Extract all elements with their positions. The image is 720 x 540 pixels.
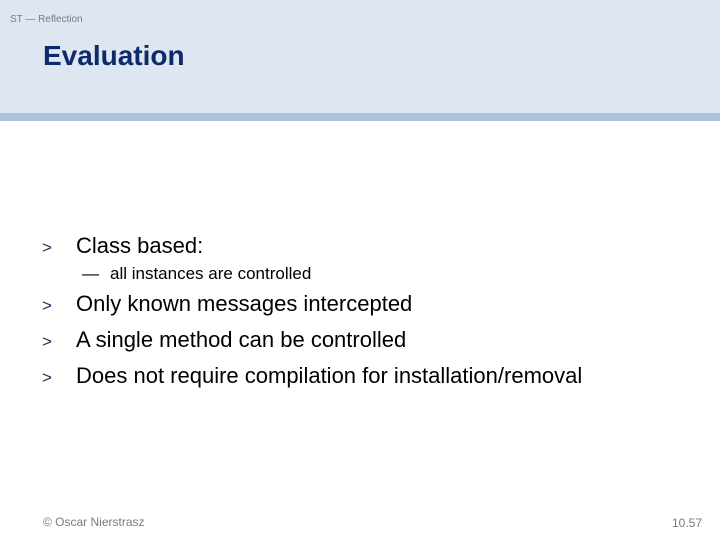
bullet-marker: >: [42, 296, 52, 315]
sub-bullet-marker: —: [82, 264, 99, 283]
bullet-marker: >: [42, 368, 52, 387]
bullet-item: [42, 323, 582, 359]
bullet-list: [42, 229, 582, 395]
bullet-text: Does not require compilation for installation/removal: [76, 363, 583, 388]
page-number: 10.57: [671, 516, 702, 530]
bullet-item: [42, 287, 582, 323]
bullet-item: [42, 229, 582, 265]
header-band: [0, 0, 720, 113]
bullet-marker: >: [42, 332, 52, 351]
slide-title: Evaluation: [43, 40, 185, 71]
footer-copyright: © Oscar Nierstrasz: [43, 515, 145, 529]
bullet-marker: >: [42, 238, 52, 257]
course-label: ST — Reflection: [10, 14, 83, 25]
sub-bullet-text: all instances are controlled: [110, 264, 312, 283]
bullet-text: Class based:: [76, 233, 204, 258]
bullet-text: Only known messages intercepted: [76, 291, 413, 316]
bullet-item: [42, 359, 582, 395]
bullet-text: A single method can be controlled: [76, 327, 407, 352]
header-rule: [0, 113, 720, 121]
sub-bullet-item: [82, 263, 582, 285]
